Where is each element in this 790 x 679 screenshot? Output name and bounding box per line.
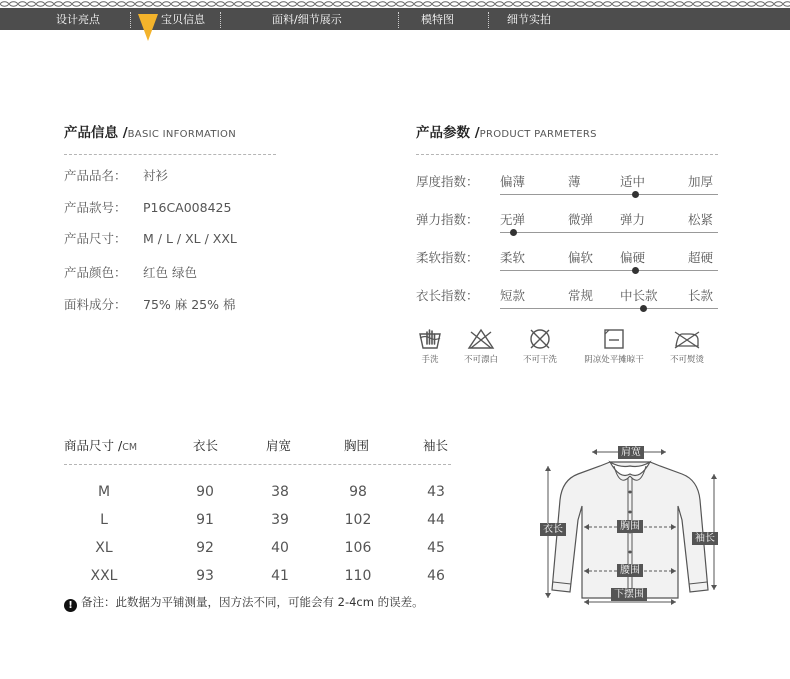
label-hem: 下摆围 <box>611 588 647 601</box>
care-label: 手洗 <box>421 355 439 365</box>
info-label: 面料成分： <box>64 297 127 312</box>
info-label: 产品款号： <box>64 200 127 215</box>
size-label-cell: XXL <box>90 568 118 584</box>
size-label-cell: L <box>100 512 108 528</box>
info-label: 产品颜色： <box>64 265 127 280</box>
param-level-marker <box>640 305 647 312</box>
param-option: 弹力 <box>620 212 646 227</box>
info-value: 衬衫 <box>143 168 169 183</box>
size-value-cell: 44 <box>427 512 445 528</box>
size-value-cell: 92 <box>196 540 214 556</box>
size-value-cell: 106 <box>344 540 372 556</box>
basic-info-title <box>64 125 236 143</box>
size-value-cell: 41 <box>271 568 289 584</box>
size-value-cell: 43 <box>427 484 445 500</box>
param-option: 松紧 <box>688 212 714 227</box>
param-label: 柔软指数： <box>416 250 479 265</box>
no-bleach-icon <box>467 328 495 350</box>
label-length: 衣长 <box>540 523 566 536</box>
shirt-measurement-diagram <box>540 440 720 605</box>
nav-item-product-info[interactable]: 宝贝信息 <box>161 13 205 26</box>
nav-item-fabric[interactable]: 面料/细节展示 <box>272 13 342 26</box>
note-text: 备注：此数据为平铺测量，因方法不同，可能会有 2-4cm 的误差。 <box>81 595 424 609</box>
basic-info-title-cn: 产品信息 / <box>64 125 128 141</box>
size-value-cell: 40 <box>271 540 289 556</box>
care-dry-flat-shade <box>576 328 652 365</box>
param-label: 弹力指数： <box>416 212 479 227</box>
param-option: 常规 <box>568 288 594 303</box>
info-row-size <box>64 231 237 247</box>
param-option: 偏硬 <box>620 250 646 265</box>
size-value-cell: 102 <box>344 512 372 528</box>
size-value-cell: 45 <box>427 540 445 556</box>
param-option: 中长款 <box>620 288 658 303</box>
params-title <box>416 125 597 143</box>
param-scale-line <box>500 232 718 233</box>
label-chest: 胸围 <box>617 520 643 533</box>
param-option: 加厚 <box>688 174 714 189</box>
param-option: 薄 <box>568 174 581 189</box>
info-row-name <box>64 168 168 184</box>
size-value-cell: 93 <box>196 568 214 584</box>
info-value: 75% 麻 25% 棉 <box>143 297 236 312</box>
care-no-bleach <box>458 328 504 365</box>
warning-icon: ! <box>64 599 77 612</box>
label-waist: 腰围 <box>617 564 643 577</box>
size-value-cell: 90 <box>196 484 214 500</box>
care-label: 阴凉处平摊晾干 <box>584 355 644 365</box>
param-option: 微弹 <box>568 212 594 227</box>
param-label: 厚度指数： <box>416 174 479 189</box>
param-option: 偏软 <box>568 250 594 265</box>
size-table-title-cn: 商品尺寸 / <box>64 438 123 453</box>
care-label: 不可干洗 <box>522 355 557 365</box>
param-option: 偏薄 <box>500 174 526 189</box>
param-scale-line <box>500 270 718 271</box>
divider <box>64 464 451 465</box>
info-row-sku <box>64 200 231 216</box>
basic-info-title-en: BASIC INFORMATION <box>127 129 237 140</box>
size-unit: CM <box>122 442 138 453</box>
param-scale-line <box>500 194 718 195</box>
nav-separator <box>220 12 221 28</box>
info-value: P16CA008425 <box>143 200 232 215</box>
size-table-title <box>64 438 137 456</box>
care-label: 不可熨烫 <box>669 355 704 365</box>
chain-decoration <box>0 0 790 8</box>
size-value-cell: 39 <box>271 512 289 528</box>
nav-separator <box>398 12 399 28</box>
care-hand-wash <box>413 328 447 365</box>
info-row-color <box>64 265 197 281</box>
size-value-cell: 110 <box>344 568 372 584</box>
nav-separator <box>130 12 131 28</box>
size-label-cell: XL <box>95 540 113 556</box>
label-shoulder: 肩宽 <box>618 446 644 459</box>
nav-item-detail-photos[interactable]: 细节实拍 <box>507 13 551 26</box>
param-level-marker <box>510 229 517 236</box>
size-value-cell: 98 <box>349 484 367 500</box>
param-option: 适中 <box>620 174 646 189</box>
size-value-cell: 91 <box>196 512 214 528</box>
size-label-cell: M <box>97 484 111 500</box>
divider <box>416 154 718 155</box>
param-level-marker <box>632 191 639 198</box>
header-length: 衣长 <box>193 438 219 453</box>
no-iron-icon <box>672 328 702 350</box>
param-scale-line <box>500 308 718 309</box>
param-option: 超硬 <box>688 250 714 265</box>
hand-wash-icon <box>417 328 443 350</box>
info-label: 产品尺寸： <box>64 231 127 246</box>
nav-separator <box>488 12 489 28</box>
no-dry-clean-icon <box>528 328 552 350</box>
info-value: 红色 绿色 <box>143 265 197 280</box>
care-label: 不可漂白 <box>463 355 498 365</box>
info-value: M / L / XL / XXL <box>143 231 237 246</box>
size-value-cell: 38 <box>271 484 289 500</box>
header-sleeve: 袖长 <box>423 438 449 453</box>
param-option: 柔软 <box>500 250 526 265</box>
param-option: 短款 <box>500 288 526 303</box>
param-level-marker <box>632 267 639 274</box>
care-no-iron <box>663 328 711 365</box>
measurement-note <box>64 594 424 612</box>
param-label: 衣长指数： <box>416 288 479 303</box>
info-label: 产品品名： <box>64 168 127 183</box>
header-shoulder: 肩宽 <box>266 438 292 453</box>
size-value-cell: 46 <box>427 568 445 584</box>
params-title-en: PRODUCT PARMETERS <box>479 129 597 140</box>
param-option: 长款 <box>688 288 714 303</box>
nav-active-arrow-icon <box>138 14 158 41</box>
care-no-dry-clean <box>517 328 563 365</box>
params-title-cn: 产品参数 / <box>416 125 480 141</box>
label-sleeve: 袖长 <box>692 532 718 545</box>
header-chest: 胸围 <box>344 438 370 453</box>
nav-item-model[interactable]: 模特图 <box>421 13 454 26</box>
param-option: 无弹 <box>500 212 526 227</box>
divider <box>64 154 276 155</box>
dry-flat-shade-icon <box>603 328 625 350</box>
info-row-fabric <box>64 297 236 313</box>
nav-item-design[interactable]: 设计亮点 <box>56 13 100 26</box>
